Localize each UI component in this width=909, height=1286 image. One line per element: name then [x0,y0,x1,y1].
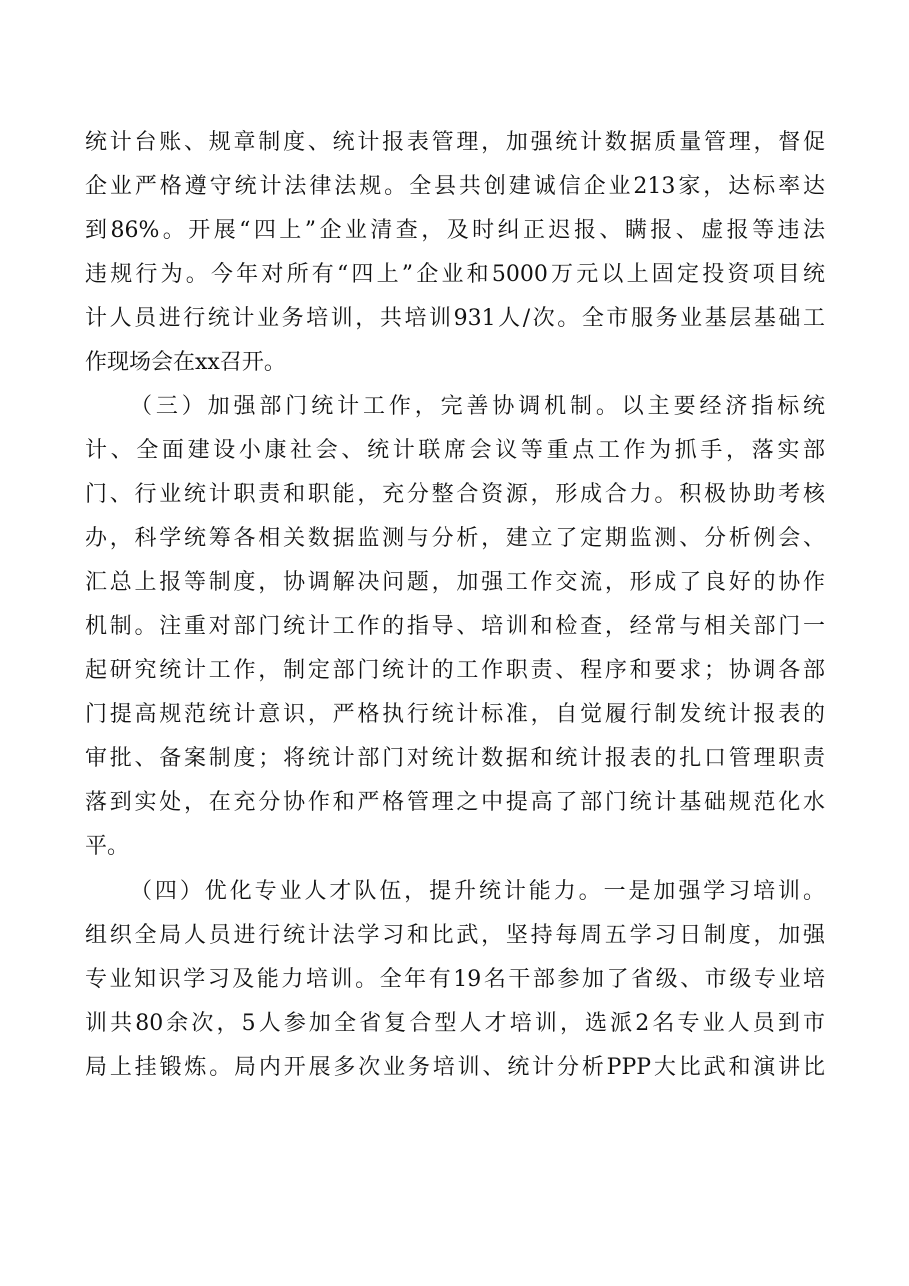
text-line: 汇总上报等制度，协调解决问题，加强工作交流，形成了良好的协作 [85,570,825,595]
text-line: 专业知识学习及能力培训。全年有19名干部参加了省级、市级专业培 [85,967,825,992]
text-line: 组织全局人员进行统计法学习和比武，坚持每周五学习日制度，加强 [85,923,825,948]
text-line: 办，科学统筹各相关数据监测与分析，建立了定期监测、分析例会、 [85,526,825,551]
text-line: 训共80余次，5人参加全省复合型人才培训，选派2名专业人员到市 [85,1011,825,1036]
text-line: 到86%。开展“四上”企业清查，及时纠正迟报、瞒报、虚报等违法 [85,218,825,243]
paragraph-heading-line: （四）优化专业人才队伍，提升统计能力。一是加强学习培训。 [130,879,825,904]
text-line: 门、行业统计职责和职能，充分整合资源，形成合力。积极协助考核 [85,482,825,507]
text-line: 局上挂锻炼。局内开展多次业务培训、统计分析PPP大比武和演讲比 [85,1055,825,1080]
text-line: 违规行为。今年对所有“四上”企业和5000万元以上固定投资项目统 [85,262,825,287]
text-line: 起研究统计工作，制定部门统计的工作职责、程序和要求；协调各部 [85,658,825,683]
text-line: 审批、备案制度；将统计部门对统计数据和统计报表的扎口管理职责 [85,746,825,771]
text-line: 平。 [85,834,130,859]
paragraph-heading-line: （三）加强部门统计工作，完善协调机制。以主要经济指标统 [130,394,825,419]
text-line: 门提高规范统计意识，严格执行统计标准，自觉履行制发统计报表的 [85,702,825,727]
text-line: 落到实处，在充分协作和严格管理之中提高了部门统计基础规范化水 [85,790,825,815]
text-line: 计、全面建设小康社会、统计联席会议等重点工作为抓手，落实部 [85,438,825,463]
text-line: 企业严格遵守统计法律法规。全县共创建诚信企业213家，达标率达 [85,174,825,199]
text-line: 机制。注重对部门统计工作的指导、培训和检查，经常与相关部门一 [85,614,825,639]
text-line: 作现场会在xx召开。 [85,350,286,375]
text-line: 统计台账、规章制度、统计报表管理，加强统计数据质量管理，督促 [85,130,825,155]
text-line: 计人员进行统计业务培训，共培训931人/次。全市服务业基层基础工 [85,306,825,331]
